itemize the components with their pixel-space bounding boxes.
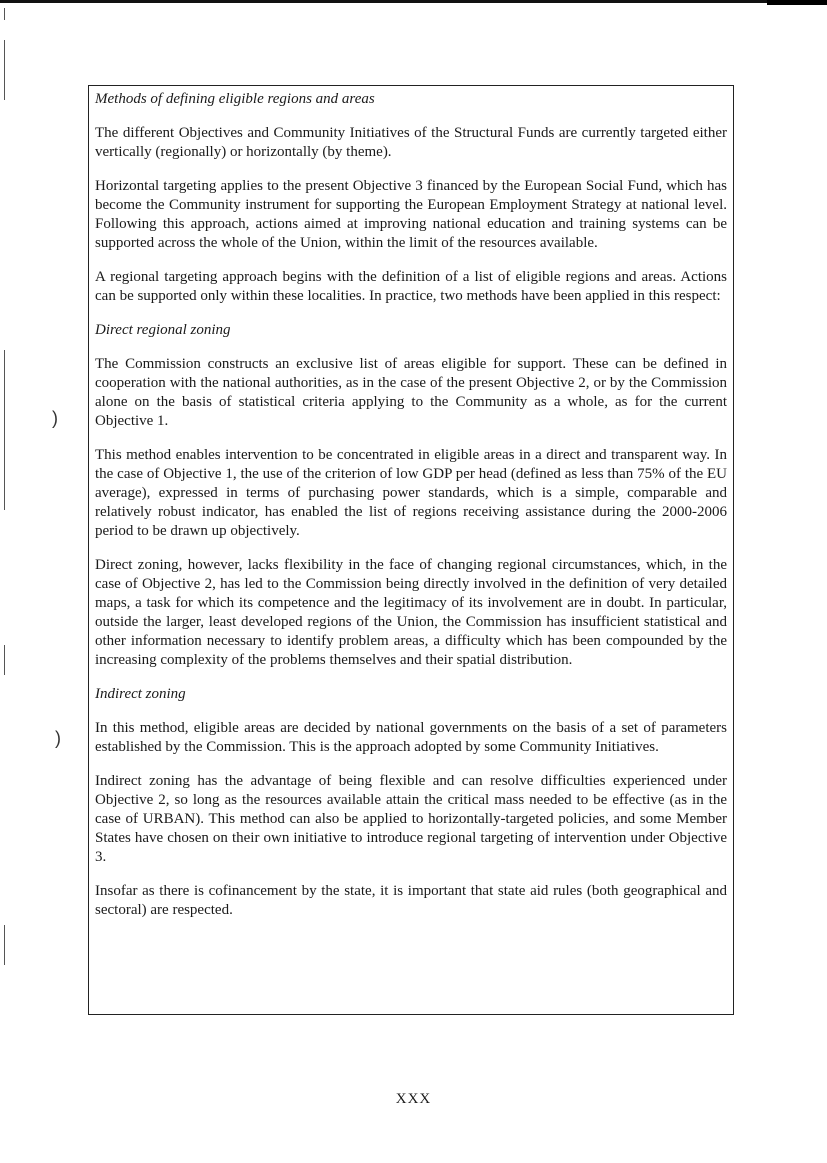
margin-bracket-mark: ): [55, 728, 61, 748]
intro-paragraph: A regional targeting approach begins with the definition of a list of eligible regions and areas. Actions can be supported only within these localities. In practice, two methods have been applied in this respect:: [95, 269, 727, 304]
direct-zoning-heading: Direct regional zoning: [95, 322, 231, 338]
scan-top-border: [0, 0, 827, 3]
indirect-zoning-paragraph: Indirect zoning has the advantage of being flexible and can resolve difficulties experienced under Objective 2, so long as the resources available attain the critical mass needed to be effective (as in the case of URBAN). This method can also be applied to horizontally-targeted policies, and some Member States have chosen on their own initiative to introduce regional targeting of intervention under Objective 3.: [95, 773, 727, 865]
page-number: XXX: [395, 1091, 432, 1107]
margin-bracket-mark: ): [52, 408, 58, 428]
margin-line: [4, 8, 5, 20]
scan-top-right-edge: [767, 0, 827, 5]
indirect-zoning-heading: Indirect zoning: [95, 686, 186, 702]
margin-line: [4, 350, 5, 510]
text-box: [88, 85, 734, 1015]
direct-zoning-paragraph: This method enables intervention to be concentrated in eligible areas in a direct and transparent way. In the case of Objective 1, the use of the criterion of low GDP per head (defined as less than 75% of the EU average), expressed in terms of purchasing power standards, which is a simple, comparable and relatively robust indicator, has enabled the list of regions receiving assistance during the 2000-2006 period to be drawn up objectively.: [95, 447, 727, 539]
direct-zoning-paragraph: Direct zoning, however, lacks flexibility in the face of changing regional circumstances, which, in the case of Objective 2, has led to the Commission being directly involved in the definition of very detailed maps, a task for which its competence and the legitimacy of its involvement are in doubt. In particular, outside the larger, least developed regions of the Union, the Commission has insufficient statistical and other information necessary to identify problem areas, a difficulty which has been compounded by the increasing complexity of the problems themselves and their spatial distribution.: [95, 557, 727, 668]
direct-zoning-paragraph: The Commission constructs an exclusive list of areas eligible for support. These can be defined in cooperation with the national authorities, as in the case of the present Objective 2, or by the Commission alone on the basis of statistical criteria applying to the Community as a whole, as for the current Objective 1.: [95, 356, 727, 429]
box-heading: Methods of defining eligible regions and areas: [95, 91, 375, 107]
margin-line: [4, 645, 5, 675]
margin-line: [4, 925, 5, 965]
intro-paragraph: Horizontal targeting applies to the present Objective 3 financed by the European Social Fund, which has become the Community instrument for supporting the European Employment Strategy at national level. Following this approach, actions aimed at improving national education and training systems can be supported across the whole of the Union, within the limit of the resources available.: [95, 178, 727, 251]
indirect-zoning-paragraph: Insofar as there is cofinancement by the state, it is important that state aid rules (both geographical and sectoral) are respected.: [95, 883, 727, 918]
margin-line: [4, 40, 5, 100]
intro-paragraph: The different Objectives and Community Initiatives of the Structural Funds are currently targeted either vertically (regionally) or horizontally (by theme).: [95, 125, 727, 160]
indirect-zoning-paragraph: In this method, eligible areas are decided by national governments on the basis of a set of parameters established by the Commission. This is the approach adopted by some Community Initiatives.: [95, 720, 727, 755]
